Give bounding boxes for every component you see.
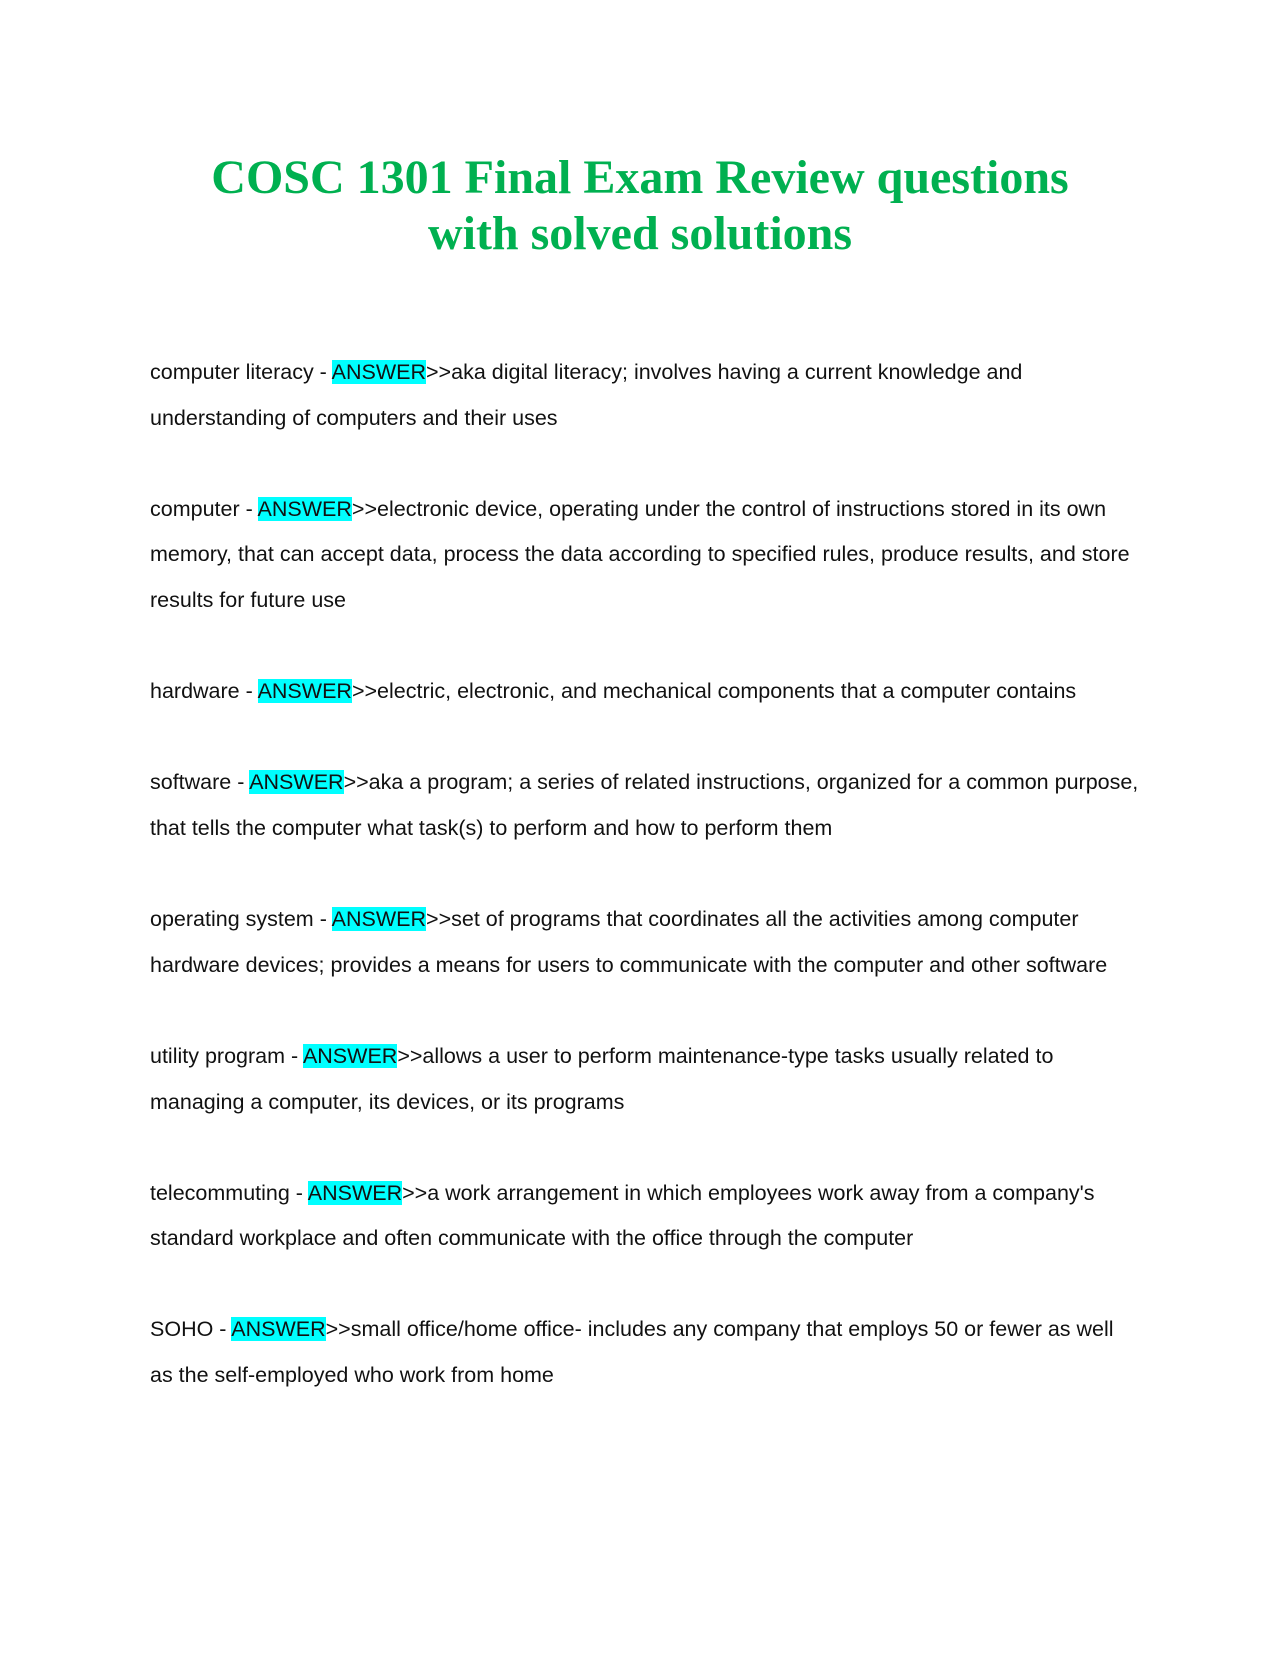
definition: >>allows a user to perform maintenance-type tasks usually related to managing a computer, its devices, or its programs (150, 1043, 1054, 1114)
document-title (150, 150, 1130, 262)
answer-highlight: ANSWER (231, 1317, 326, 1342)
answer-highlight: ANSWER (257, 679, 352, 704)
term: computer - (150, 496, 258, 521)
definition: >>a work arrangement in which employees work away from a company's standard workplace and often communicate with the office through the computer (150, 1180, 1095, 1251)
term: operating system - (150, 907, 332, 932)
term: SOHO - (150, 1317, 232, 1342)
qa-entry-computer-literacy (150, 350, 1140, 441)
qa-entry-hardware (150, 669, 1140, 715)
term: computer literacy - (150, 360, 332, 384)
qa-entry-utility-program (150, 1034, 1140, 1125)
definition: >>set of programs that coordinates all the activities among computer hardware devices; provides a means for users to communicate with the computer and other software (150, 907, 1108, 977)
answer-highlight: ANSWER (249, 770, 344, 795)
term: utility program - (150, 1043, 303, 1068)
qa-entry-computer (150, 487, 1140, 624)
answer-highlight: ANSWER (307, 1180, 403, 1205)
definition: >>aka digital literacy; involves having a current knowledge and understanding of computers and their uses (150, 360, 1023, 430)
title-line-1: COSC 1301 Final Exam Review questions (211, 151, 1069, 204)
definition: >>electronic device, operating under the control of instructions stored in its own memory, that can accept data, process the data according to specified rules, produce results, and store results for future use (150, 496, 1130, 612)
definition: >>aka a program; a series of related instructions, organized for a common purpose, that tells the computer what task(s) to perform and how to perform them (150, 770, 1139, 840)
answer-highlight: ANSWER (302, 1043, 398, 1068)
term: telecommuting - (150, 1180, 308, 1205)
definition: >>small office/home office- includes any company that employs 50 or fewer as well as the self-employed who work from home (150, 1317, 1114, 1388)
answer-highlight: ANSWER (331, 360, 426, 384)
term: hardware - (150, 679, 258, 704)
qa-entry-telecommuting (150, 1171, 1140, 1262)
title-line-2: with solved solutions (427, 207, 853, 260)
qa-entry-soho (150, 1307, 1140, 1398)
term: software - (150, 770, 250, 795)
answer-highlight: ANSWER (257, 496, 352, 521)
qa-entry-operating-system (150, 897, 1140, 988)
qa-entry-software (150, 760, 1140, 851)
qa-list (150, 350, 1140, 1444)
definition: >>electric, electronic, and mechanical components that a computer contains (351, 679, 1077, 704)
answer-highlight: ANSWER (331, 907, 427, 932)
